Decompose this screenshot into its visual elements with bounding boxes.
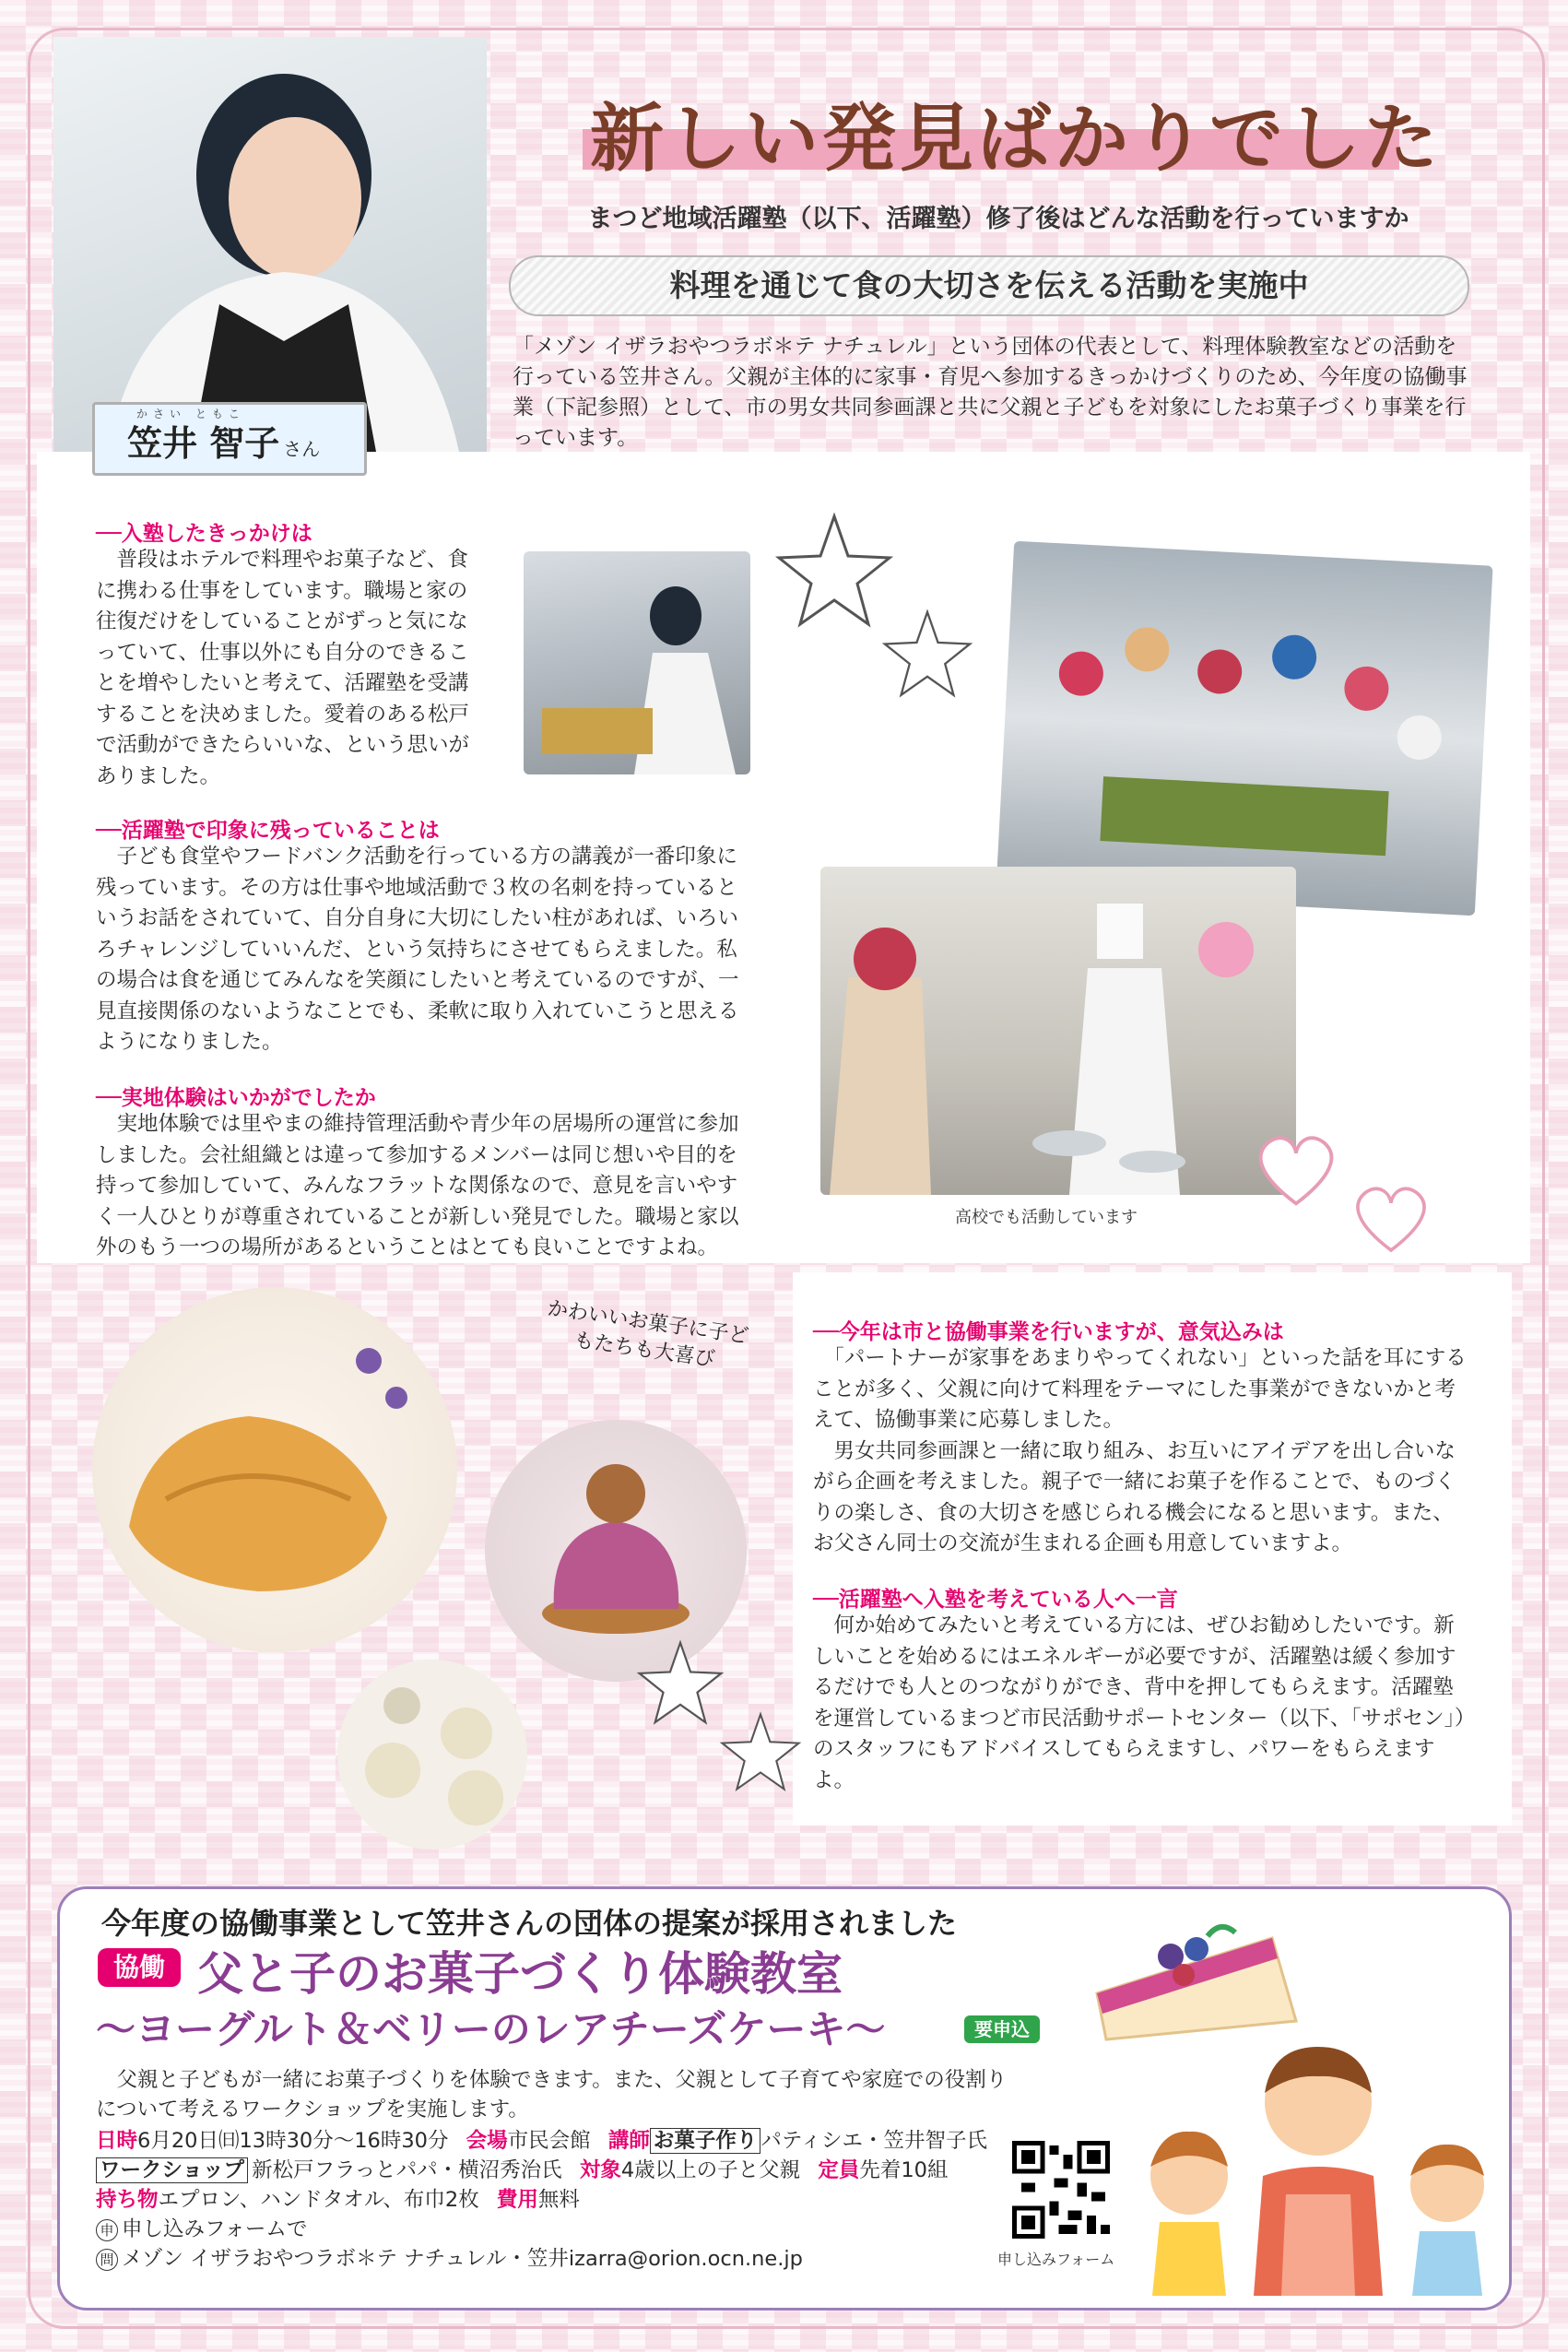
- fee-value: 無料: [537, 2188, 580, 2212]
- subtitle-text: 料理を通じて食の大切さを伝える活動を実施中: [669, 267, 1309, 303]
- section-answer: 実地体験では里やまの維持管理活動や青少年の居場所の運営に参加しました。会社組織とは違って参加するメンバーは同じ想いや目的を持って参加していて、みんなフラットな関係なので、意見を言いやすく一人ひとりが尊重されていることが新しい発見でした。職場と家以外のもう一つの場所があるということはとても良いことですよね。: [96, 1112, 739, 1259]
- event-detail-row: [96, 2216, 1036, 2243]
- apply-value: 申し込みフォームで: [122, 2217, 308, 2241]
- subtitle-banner: [509, 255, 1469, 316]
- cookies-illustration: [337, 1660, 527, 1850]
- name-furigana: かさい ともこ: [136, 408, 245, 420]
- star-decoration-icon: [774, 512, 894, 632]
- portrait-illustration: [53, 37, 487, 452]
- sweets-note: かわいいお菓子に子どもたちも大喜び: [546, 1296, 750, 1372]
- event-detail-row: [96, 2157, 1036, 2184]
- venue-label: 会場: [466, 2129, 508, 2153]
- event-title: 父と子のお菓子づくり体験教室: [197, 1947, 843, 2001]
- target-label: 対象: [579, 2158, 621, 2182]
- intro-text: 「メゾン イザラおやつラボ＊テ ナチュレル」という団体の代表として、料理体験教室などの活動を行っている笠井さん。父親が主体的に家事・育児へ参加するきっかけづくりのため、今年度の協働事業（下記参照）として、市の男女共同参画課と共に父親と子どもを対象にしたお菓子づくり事業を行っています。: [513, 335, 1468, 450]
- date-label: 日時: [96, 2129, 138, 2153]
- cheesecake-illustration-icon: [1088, 1901, 1305, 2049]
- lead-question: まつど地域活躍塾（以下、活躍塾）修了後はどんな活動を行っていますか: [587, 205, 1409, 233]
- apply-mark: 申: [96, 2219, 118, 2241]
- group-photo: [996, 541, 1492, 916]
- event-detail-row: [96, 2186, 1036, 2214]
- target-value: 4歳以上の子と父親: [620, 2158, 801, 2182]
- group-illustration: [996, 541, 1492, 916]
- madeleine-photo: [92, 1287, 457, 1652]
- portrait-photo: [53, 37, 487, 452]
- event-heading: 今年度の協働事業として笠井さんの団体の提案が採用されました: [101, 1906, 958, 1941]
- qr-code[interactable]: [1012, 2141, 1110, 2239]
- event-detail-row: [96, 2127, 1036, 2155]
- contact-value[interactable]: メゾン イザラおやつラボ＊テ ナチュレル・笠井izarra@orion.ocn.ne.jp: [122, 2247, 803, 2271]
- fee-label: 費用: [496, 2188, 538, 2212]
- photo-caption: 高校でも活動しています: [955, 1208, 1138, 1227]
- star-decoration-icon: [719, 1711, 802, 1794]
- kitchen-illustration: [524, 551, 750, 774]
- lecturer-label: 講師: [607, 2129, 650, 2153]
- section-question: ──実地体験はいかがでしたか: [96, 1086, 376, 1110]
- highschool-illustration: [820, 867, 1296, 1195]
- section-question: ──活躍塾で印象に残っていることは: [96, 819, 440, 843]
- kitchen-photo: [524, 551, 750, 774]
- lecturer-tag: お菓子作り: [650, 2128, 761, 2154]
- person-name-text: 笠井 智子: [127, 423, 280, 464]
- date-value: 6月20日㈰13時30分〜16時30分: [137, 2129, 449, 2153]
- section-answer: 「パートナーが家事をあまりやってくれない」といった話を耳にすることが多く、父親に向けて料理をテーマにした事業ができないかと考えて、協働事業に応募しました。 男女共同参画課と一緒に取り組み、お互いにアイデアを出し合いながら企画を考えました。親子で一緒にお菓子を作ることで、ものづくりの楽しさ、食の大切さを感じられる機会になると思います。また、お父さん同士の交流が生まれる企画も用意していますよ。: [813, 1346, 1467, 1555]
- heart-decoration-icon: [1350, 1178, 1432, 1256]
- cookies-photo: [337, 1660, 527, 1850]
- event-subtitle: 〜ヨーグルト＆ベリーのレアチーズケーキ〜: [96, 2007, 886, 2053]
- section-answer: 何か始めてみたいと考えている方には、ぜひお勧めしたいです。新しいことを始めるにはエネルギーが必要ですが、活躍塾は緩く参加するだけでも人とのつながりができ、背中を押してもらえます。活躍塾を運営しているまつど市民活動サポートセンター（以下、「サポセン」）のスタッフにもアドバイスしてもらえますし、パワーをもらえますよ。: [813, 1613, 1466, 1792]
- page-headline: 新しい発見ばかりでした: [590, 96, 1442, 182]
- person-name: [127, 415, 320, 466]
- qr-code-icon: [1012, 2141, 1110, 2239]
- star-decoration-icon: [881, 609, 973, 701]
- apply-required-tag: 要申込: [964, 2015, 1040, 2043]
- section-question: ──今年は市と協働事業を行いますが、意気込みは: [813, 1320, 1284, 1344]
- qr-label: 申し込みフォーム: [997, 2251, 1115, 2268]
- heart-decoration-icon: [1252, 1127, 1340, 1210]
- contact-mark: 問: [96, 2249, 118, 2271]
- madeleine-illustration: [92, 1287, 457, 1652]
- workshop-value: 新松戸フラっとパパ・横沼秀治氏: [252, 2158, 562, 2182]
- family-illustration-icon: [1134, 2028, 1503, 2296]
- capacity-value: 先着10組: [859, 2158, 949, 2182]
- items-label: 持ち物: [96, 2188, 159, 2212]
- section-question: ──入塾したきっかけは: [96, 522, 312, 546]
- capacity-label: 定員: [818, 2158, 860, 2182]
- collab-tag: 協働: [98, 1948, 181, 1987]
- highschool-photo: [820, 867, 1296, 1195]
- lecturer-value: パティシエ・笠井智子氏: [760, 2129, 988, 2153]
- star-decoration-icon: [636, 1639, 725, 1728]
- section-question: ──活躍塾へ入塾を考えている人へ一言: [813, 1588, 1178, 1612]
- event-detail-row: [96, 2245, 1036, 2273]
- workshop-tag: ワークショップ: [96, 2157, 248, 2183]
- person-honorific: さん: [283, 438, 321, 460]
- items-value: エプロン、ハンドタオル、布巾2枚: [158, 2188, 479, 2212]
- event-description: 父親と子どもが一緒にお菓子づくりを体験できます。また、父親として子育てや家庭での役割りについて考えるワークショップを実施します。: [96, 2068, 1008, 2122]
- section-answer: 普段はホテルで料理やお菓子など、食に携わる仕事をしています。職場と家の往復だけをしていることがずっと気になっていて、仕事以外にも自分のできることを増やしたいと考えて、活躍塾を受講することを決めました。愛着のある松戸で活動ができたらいいな、という思いがありました。: [96, 548, 470, 788]
- venue-value: 市民会館: [507, 2129, 591, 2153]
- section-answer: 子ども食堂やフードバンク活動を行っている方の講義が一番印象に残っています。その方は仕事や地域活動で３枚の名刺を持っているというお話をされていて、自分自身に大切にしたい柱があれば、いろいろチャレンジしていいんだ、という気持ちにさせてもらえました。私の場合は食を通じてみんなを笑顔にしたいと考えているのですが、一見直接関係のないようなことでも、柔軟に取り入れていこうと思えるようになりました。: [96, 845, 739, 1054]
